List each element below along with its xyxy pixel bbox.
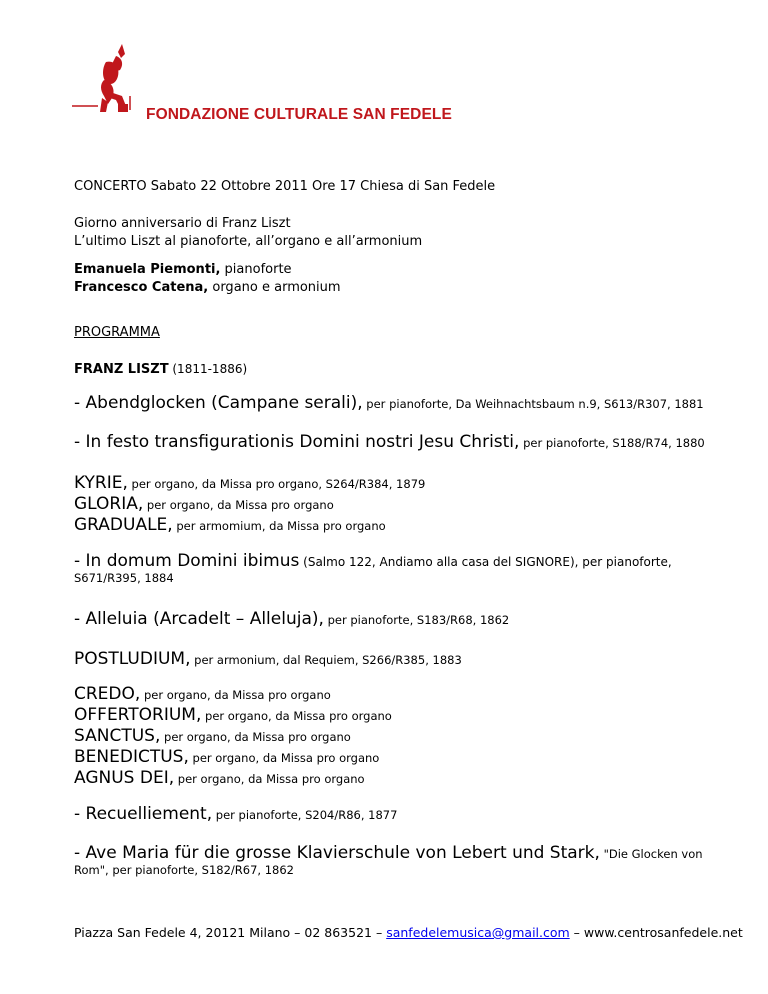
piece-detail: per pianoforte, Da Weihnachtsbaum n.9, S613/R307, 1881 bbox=[362, 397, 704, 411]
org-name: FONDAZIONE CULTURALE SAN FEDELE bbox=[146, 106, 452, 123]
piece-detail: per pianoforte, S188/R74, 1880 bbox=[519, 436, 705, 450]
mass-section-2 bbox=[74, 684, 392, 789]
piece-detail: per armonium, dal Requiem, S266/R385, 1883 bbox=[190, 653, 462, 667]
mass-item-kyrie: KYRIE, per organo, da Missa pro organo, S264/R384, 1879 bbox=[74, 473, 426, 493]
piece-in-domum bbox=[74, 551, 672, 585]
piece-abendglocken bbox=[74, 393, 704, 413]
mass-item-agnus-dei: AGNUS DEI, per organo, da Missa pro organo bbox=[74, 768, 365, 788]
piece-title: - In festo transfigurationis Domini nostri Jesu Christi, bbox=[74, 432, 520, 452]
event-line-1: CONCERTO Sabato 22 Ottobre 2011 Ore 17 Chiesa di San Fedele bbox=[74, 179, 496, 194]
footer-address: Piazza San Fedele 4, 20121 Milano – 02 863521 – bbox=[74, 925, 387, 940]
piece-title: - Ave Maria für die grosse Klavierschule von Lebert und Stark, bbox=[74, 843, 600, 863]
programma-label: PROGRAMMA bbox=[74, 325, 160, 340]
event-line-2: Giorno anniversario di Franz Liszt bbox=[74, 216, 291, 231]
event-line-3: L’ultimo Liszt al pianoforte, all’organo e all’armonium bbox=[74, 234, 423, 249]
piece-detail: (Salmo 122, Andiamo alla casa del SIGNORE), per pianoforte, bbox=[299, 555, 672, 569]
mass-item-gloria: GLORIA, per organo, da Missa pro organo bbox=[74, 494, 334, 514]
mass-item-credo: CREDO, per organo, da Missa pro organo bbox=[74, 684, 331, 704]
mass-section-1 bbox=[74, 473, 425, 536]
performer-2 bbox=[74, 279, 341, 297]
piece-recuelliement bbox=[74, 804, 397, 824]
piece-title: - Recuelliement, bbox=[74, 804, 213, 824]
event-subtitle bbox=[74, 215, 422, 251]
performers bbox=[74, 261, 341, 297]
piece-detail: per pianoforte, S183/R68, 1862 bbox=[323, 613, 510, 627]
composer-name: FRANZ LISZT bbox=[74, 362, 169, 377]
piece-title: - Alleluia (Arcadelt – Alleluja), bbox=[74, 609, 324, 629]
mass-item-offertorium: OFFERTORIUM, per organo, da Missa pro organo bbox=[74, 705, 392, 725]
piece-ave-maria bbox=[74, 843, 703, 877]
piece-postludium bbox=[74, 649, 462, 669]
mass-item-benedictus: BENEDICTUS, per organo, da Missa pro organo bbox=[74, 747, 380, 767]
piece-title: - Abendglocken (Campane serali), bbox=[74, 393, 363, 413]
mass-item-sanctus: SANCTUS, per organo, da Missa pro organo bbox=[74, 726, 351, 746]
piece-title: POSTLUDIUM, bbox=[74, 649, 191, 669]
performer-role: organo e armonium bbox=[208, 280, 341, 295]
piece-in-festo bbox=[74, 432, 705, 452]
performer-name: Francesco Catena, bbox=[74, 280, 209, 295]
piece-alleluia bbox=[74, 609, 509, 629]
composer-line bbox=[74, 360, 247, 379]
composer-dates: (1811-1886) bbox=[168, 362, 248, 376]
performer-1 bbox=[74, 261, 341, 279]
mass-item-graduale: GRADUALE, per armomium, da Missa pro organo bbox=[74, 515, 386, 535]
footer-website: – www.centrosanfedele.net bbox=[569, 925, 743, 940]
piece-detail-2: Rom", per pianoforte, S182/R67, 1862 bbox=[74, 863, 294, 877]
piece-detail-2: S671/R395, 1884 bbox=[74, 571, 174, 585]
email-link[interactable]: sanfedelemusica@gmail.com bbox=[386, 925, 570, 940]
san-fedele-logo bbox=[72, 42, 142, 114]
piece-detail: per pianoforte, S204/R86, 1877 bbox=[212, 808, 398, 822]
footer bbox=[74, 925, 743, 940]
piece-detail: "Die Glocken von bbox=[599, 847, 703, 861]
performer-name: Emanuela Piemonti, bbox=[74, 262, 221, 277]
performer-role: pianoforte bbox=[220, 262, 292, 277]
piece-title: - In domum Domini ibimus bbox=[74, 551, 300, 571]
